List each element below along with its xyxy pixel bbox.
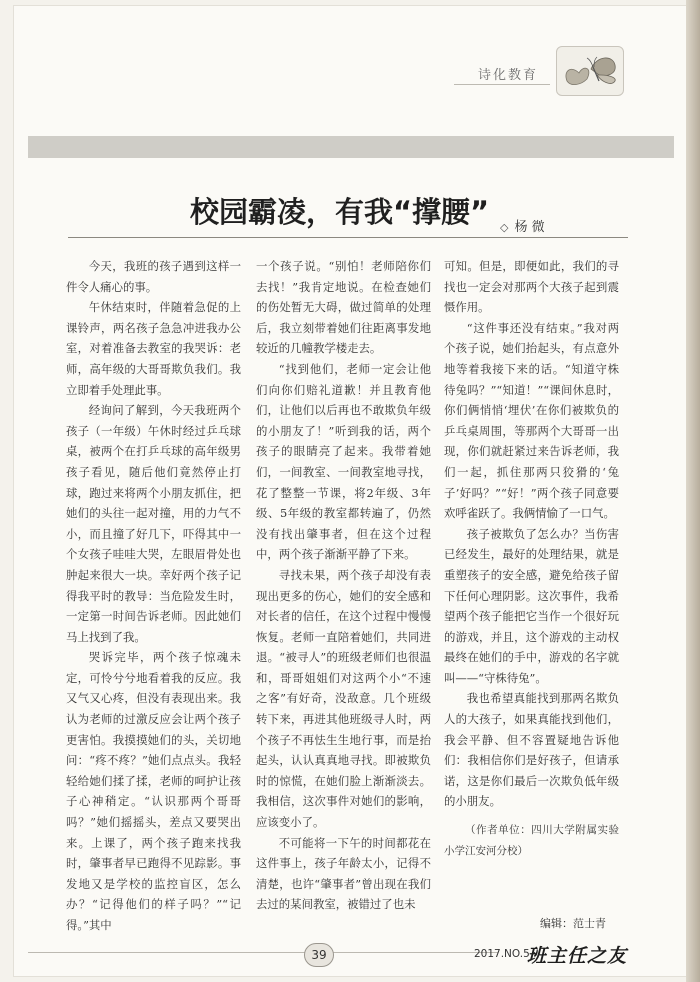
section-label: 诗化教育: [478, 68, 539, 83]
column-3: [444, 256, 619, 861]
paragraph: 午休结束时，伴随着急促的上课铃声，两名孩子急急冲进我办公室，对着准备去教室的我哭诉：老师，高年级的大哥哥欺负我们。我立即着手处理此事。: [66, 300, 241, 397]
editor-credit: 编辑：范士青: [540, 917, 606, 930]
issue-number: 2017.NO.5: [474, 948, 530, 960]
column-1: [66, 256, 241, 936]
paragraph: 今天，我班的孩子遇到这样一件令人痛心的事。: [66, 259, 241, 294]
paragraph: 可知。但是，即便如此，我们的寻找也一定会对那两个大孩子起到震慑作用。: [444, 259, 619, 315]
paragraph: 哭诉完毕，两个孩子惊魂未定，可怜兮兮地看着我的反应。我又气又心疼，但没有表现出来。我认为老师的过激反应会让两个孩子更害怕。我摸摸她们的头，关切地问：“疼不疼？”她们点点头。我轻轻给她们揉了揉，老师的呵护让孩子心神稍定。“认识那两个哥哥吗？”她们摇摇头，差点又要哭出来。上课了，两个孩子跑来找我时，肇事者早已跑得不见踪影。事发地又是学校的监控盲区，怎么办？“记得他们的样子吗？”“记得。”其中: [66, 650, 241, 932]
article-title: 校园霸凌，有我“撑腰”: [190, 195, 490, 229]
page-edge-shadow: [686, 0, 700, 982]
header-divider: [454, 84, 550, 85]
author-name: 杨 微: [514, 220, 545, 235]
diamond-icon: ◇: [500, 221, 509, 234]
column-2: [256, 256, 431, 915]
paragraph: 孩子被欺负了怎么办？当伤害已经发生，最好的处理结果，就是重塑孩子的安全感，避免给孩子留下任何心理阴影。这次事件，我希望两个孩子能把它当作一个很好玩的游戏，并且，这个游戏的主动权最终在她们的手中，游戏的名字就叫——“守株待兔”。: [444, 526, 619, 685]
footer-divider: [28, 952, 498, 953]
article-author: [500, 216, 545, 235]
paragraph: 经询问了解到，今天我班两个孩子（一年级）午休时经过乒乓球桌，被两个在打乒乓球的高年级男孩子看见，随后他们竟然停止打球，跑过来将两个小朋友抓住，把她们的头往一起对撞，用的力气不小，而且撞了好几下，吓得其中一个女孩子哇哇大哭，左眼眉骨处也肿起来很大一块。幸好两个孩子记得我平时的教导：当危险发生时，一定第一时间告诉老师。因此她们马上找到了我。: [66, 403, 241, 644]
page-number: 39: [304, 943, 334, 967]
butterfly-icon: [557, 47, 623, 95]
butterfly-decoration: [556, 46, 624, 96]
magazine-name: 班主任之友: [527, 945, 628, 967]
title-divider: [68, 237, 628, 238]
paragraph: 一个孩子说。“别怕！老师陪你们去找！”我肯定地说。在检查她们的伤处暂无大碍，做过简单的处理后，我立刻带着她们往距离事发地较近的几幢教学楼走去。: [256, 259, 431, 356]
paragraph: 寻找未果，两个孩子却没有表现出更多的伤心，她们的安全感和对长者的信任，在这个过程中慢慢恢复。老师一直陪着她们，共同进退。“被寻人”的班级老师们也很温和，哥哥姐姐们对这两个小“不速之客”有好奇，没敌意。几个班级转下来，再进其他班级寻人时，两个孩子不再怯生生地行事，而是抬起头，认认真真地寻找。即被欺负时的惊慌，在她们脸上渐渐淡去。我相信，这次事件对她们的影响，应该变小了。: [256, 567, 431, 830]
paragraph: “这件事还没有结束。”我对两个孩子说，她们抬起头，有点意外地等着我接下来的话。“知道守株待兔吗？”“知道！”“课间休息时，你们俩悄悄‘埋伏’在你们被欺负的乒乓桌周围，等那两个大哥哥一出现，你们就赶紧过来告诉老师，我们一起，抓住那两只狡猾的‘兔子’好吗？”“好！”两个孩子同意要欢呼雀跃了。我俩情愉了一口气。: [444, 320, 619, 521]
paragraph: “找到他们，老师一定会让他们向你们赔礼道歉！并且教育他们，让他们以后再也不敢欺负年级的小朋友了！”听到我的话，两个孩子的眼睛亮了起来。我带着她们，一间教室、一间教室地寻找，花了整整一节课，将2年级、3年级、5年级的教室都转遍了，仍然没有找出肇事者，但在这个过程中，两个孩子渐渐平静了下来。: [256, 361, 431, 562]
paragraph: 不可能将一下午的时间都花在这件事上，孩子年龄太小，记得不清楚，也许“肇事者”曾出现在我们去过的某间教室，被错过了也未: [256, 835, 431, 912]
header-band: [28, 136, 674, 158]
paragraph: 我也希望真能找到那两名欺负人的大孩子，如果真能找到他们，我会平静、但不容置疑地告诉他们：我相信你们是好孩子，但请承诺，这是你们最后一次欺负低年级的小朋友。: [444, 691, 619, 809]
author-affiliation: （作者单位：四川大学附属实验小学江安河分校）: [444, 824, 619, 857]
